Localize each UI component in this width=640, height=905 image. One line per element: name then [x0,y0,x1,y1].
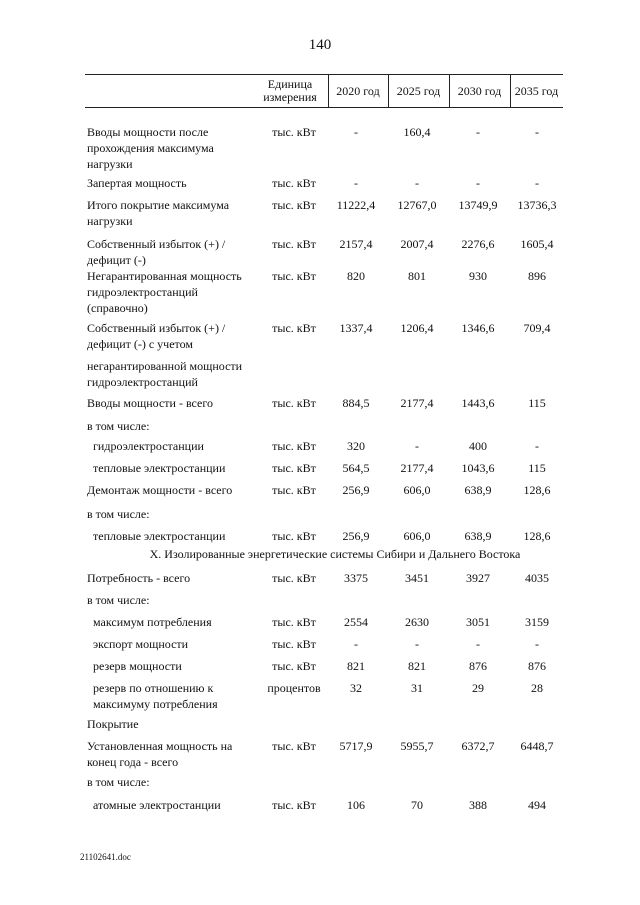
row-value-2025: 801 [408,269,426,283]
row-label: Собственный избыток (+) / дефицит (-) [87,237,226,267]
row-value-2030: 3927 [466,571,490,585]
row-unit: тыс. кВт [272,637,316,651]
footer-filename: 21102641.doc [80,852,131,862]
row-unit: тыс. кВт [272,269,316,283]
row-value-2030: - [476,637,480,651]
row-value-2035: 115 [528,396,546,410]
row-value-2020: 5717,9 [339,739,373,753]
row-label: экспорт мощности [93,637,189,651]
row-value-2025: 12767,0 [397,198,437,212]
row-value-2030: 638,9 [464,529,492,543]
row-label: Вводы мощности - всего [87,396,213,410]
row-unit: тыс. кВт [272,198,316,212]
row-value-2035: 115 [528,461,546,475]
row-value-2020: 32 [350,681,362,695]
row-value-2030: 388 [469,798,487,812]
row-value-2030: 930 [469,269,487,283]
row-value-2030: 638,9 [464,483,492,497]
row-label: резерв по отношению к максимуму потребления [93,681,218,711]
row-label: Запертая мощность [87,176,187,190]
row-value-2025: 5955,7 [400,739,434,753]
row-unit: тыс. кВт [272,439,316,453]
row-label: Покрытие [87,717,139,731]
row-label: максимум потребления [93,615,212,629]
row-value-2035: 28 [531,681,543,695]
row-label: негарантированной мощности гидроэлектростанций [87,359,243,389]
row-value-2025: 2177,4 [400,396,434,410]
row-unit: тыс. кВт [272,615,316,629]
row-value-2030: 29 [472,681,484,695]
row-value-2030: 2276,6 [461,237,495,251]
row-value-2025: 2177,4 [400,461,434,475]
row-value-2020: 320 [347,439,365,453]
row-value-2025: 160,4 [403,125,431,139]
row-unit: тыс. кВт [272,321,316,335]
row-value-2035: 6448,7 [520,739,554,753]
row-label: гидроэлектростанции [93,439,204,453]
row-value-2030: 400 [469,439,487,453]
row-value-2020: 884,5 [342,396,370,410]
row-value-2020: 106 [347,798,365,812]
row-value-2025: 2007,4 [400,237,434,251]
row-value-2030: - [476,176,480,190]
row-label: в том числе: [87,593,150,607]
row-value-2025: 821 [408,659,426,673]
row-value-2020: 820 [347,269,365,283]
row-value-2025: 3451 [405,571,429,585]
row-unit: тыс. кВт [272,798,316,812]
row-value-2025: 31 [411,681,423,695]
row-label: Негарантированная мощность гидроэлектростанций (справочно) [87,269,242,315]
row-value-2035: 4035 [525,571,549,585]
row-value-2030: 1043,6 [461,461,495,475]
page-number: 140 [308,37,332,53]
row-value-2025: 70 [411,798,423,812]
row-value-2025: 1206,4 [400,321,434,335]
row-label: тепловые электростанции [93,529,226,543]
row-value-2035: 3159 [525,615,549,629]
row-unit: тыс. кВт [272,571,316,585]
row-value-2035: 494 [528,798,546,812]
row-unit: тыс. кВт [272,396,316,410]
row-value-2025: - [415,637,419,651]
row-value-2030: 3051 [466,615,490,629]
row-value-2035: - [535,439,539,453]
row-value-2020: 256,9 [342,529,370,543]
row-value-2025: 2630 [405,615,429,629]
row-label: резерв мощности [93,659,182,673]
row-value-2030: 13749,9 [458,198,498,212]
row-value-2035: 709,4 [523,321,551,335]
section-title: X. Изолированные энергетические системы Сибири и Дальнего Востока [149,547,521,561]
row-value-2020: - [354,637,358,651]
row-value-2025: - [415,176,419,190]
row-value-2020: - [354,125,358,139]
row-value-2035: - [535,125,539,139]
header-2030: 2030 год [457,83,502,98]
header-2020: 2020 год [336,83,380,98]
row-value-2030: 1346,6 [461,321,495,335]
header-unit: Единица измерения [263,77,317,104]
row-value-2020: 1337,4 [339,321,373,335]
row-unit: тыс. кВт [272,125,316,139]
row-value-2020: 2157,4 [339,237,373,251]
header-2025: 2025 год [396,83,441,98]
row-value-2035: - [535,176,539,190]
row-unit: тыс. кВт [272,483,316,497]
row-value-2035: 1605,4 [520,237,554,251]
row-value-2020: 11222,4 [336,198,376,212]
row-value-2025: - [415,439,419,453]
row-unit: тыс. кВт [272,659,316,673]
row-unit: тыс. кВт [272,176,316,190]
table-header [85,75,563,108]
row-value-2035: 13736,3 [517,198,557,212]
row-value-2035: - [535,637,539,651]
row-value-2020: 2554 [344,615,368,629]
row-value-2025: 606,0 [403,483,431,497]
row-unit: тыс. кВт [272,461,316,475]
row-value-2030: 1443,6 [461,396,495,410]
row-label: Потребность - всего [87,571,191,585]
row-label: Собственный избыток (+) / дефицит (-) с учетом [87,321,226,351]
row-label: в том числе: [87,775,150,789]
row-value-2035: 896 [528,269,546,283]
header-2035: 2035 год [514,83,559,98]
row-value-2020: 564,5 [342,461,370,475]
row-label: Итого покрытие максимума нагрузки [87,198,230,228]
row-value-2035: 128,6 [523,529,551,543]
row-value-2035: 128,6 [523,483,551,497]
row-value-2020: - [354,176,358,190]
row-label: Демонтаж мощности - всего [87,483,233,497]
row-unit: тыс. кВт [272,739,316,753]
row-value-2030: - [476,125,480,139]
row-label: в том числе: [87,507,150,521]
row-value-2020: 821 [347,659,365,673]
row-label: тепловые электростанции [93,461,226,475]
row-value-2030: 6372,7 [461,739,495,753]
row-label: Вводы мощности после прохождения максимума нагрузки [87,125,214,171]
row-label: атомные электростанции [93,798,221,812]
row-value-2030: 876 [469,659,487,673]
row-label: Установленная мощность на конец года - всего [87,739,233,769]
row-value-2020: 3375 [344,571,368,585]
row-value-2025: 606,0 [403,529,431,543]
row-unit: тыс. кВт [272,237,316,251]
row-value-2020: 256,9 [342,483,370,497]
row-value-2035: 876 [528,659,546,673]
row-unit: тыс. кВт [272,529,316,543]
row-label: в том числе: [87,419,150,433]
row-unit: процентов [267,681,321,695]
